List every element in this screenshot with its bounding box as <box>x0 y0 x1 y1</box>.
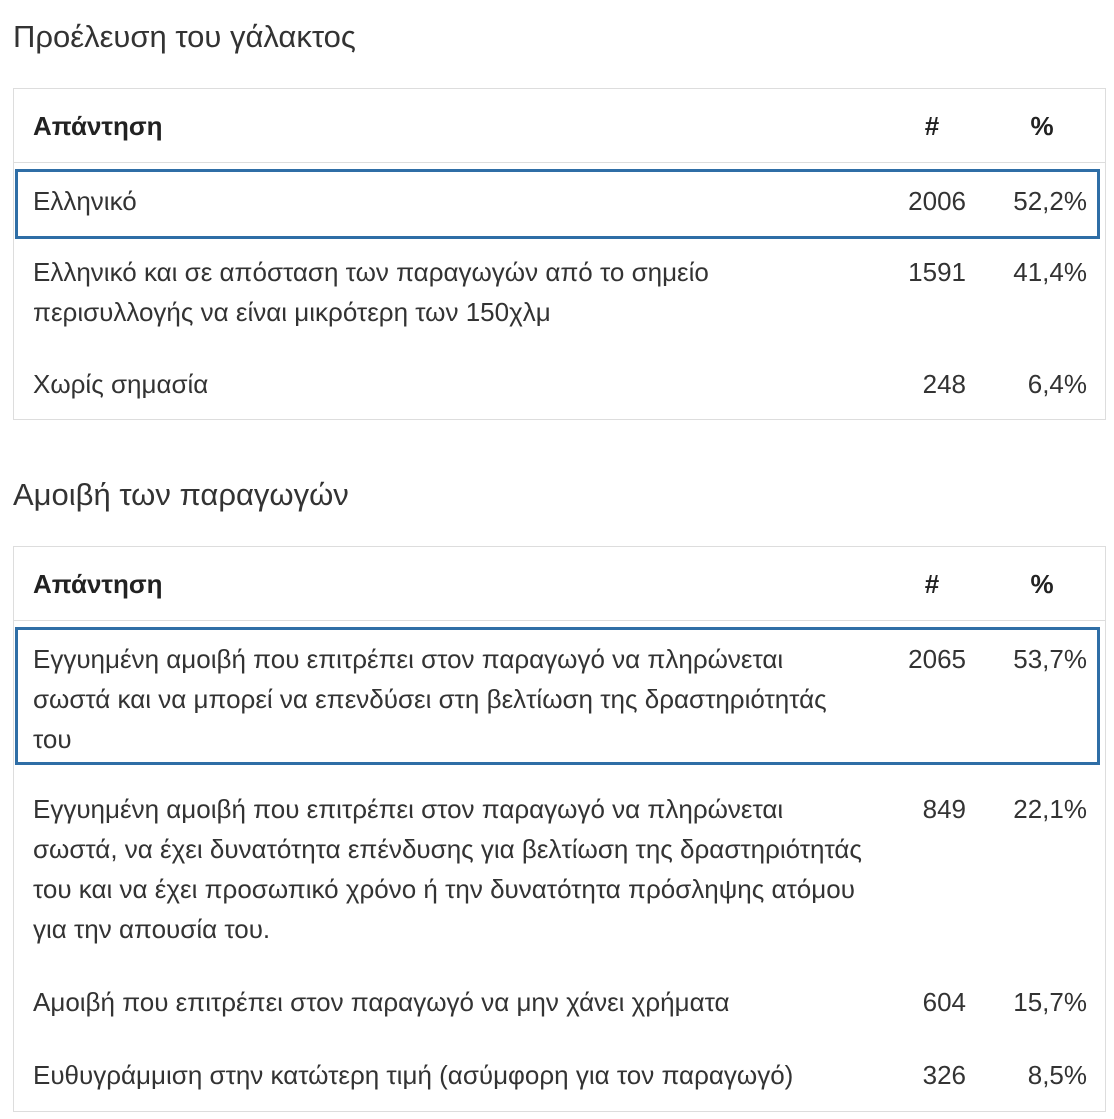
row-percent: 53,7% <box>1013 644 1087 674</box>
row-count: 1591 <box>908 257 966 287</box>
row-percent: 52,2% <box>1013 186 1087 216</box>
row-percent: 22,1% <box>1013 794 1087 824</box>
header-percent: % <box>1030 111 1054 141</box>
header-answer: Απάντηση <box>33 569 163 599</box>
table-header <box>14 106 1105 146</box>
results-table-milk-origin <box>13 88 1106 420</box>
row-answer: Εγγυημένη αμοιβή που επιτρέπει στον παραγωγό να πληρώνεται σωστά, να έχει δυνατότητα επένδυσης για βελτίωση της δραστηριότητάς του και να έχει προσωπικό χρόνο ή την δυνατότητα πρόσληψης ατόμου για την απουσία του. <box>33 794 862 944</box>
section-title-milk-origin: Προέλευση του γάλακτος <box>13 19 356 54</box>
table-row <box>14 982 1105 1022</box>
row-answer: Ελληνικό και σε απόσταση των παραγωγών από το σημείο περισυλλογής να είναι μικρότερη των 150χλμ <box>33 257 709 327</box>
row-count: 2065 <box>908 644 966 674</box>
table-header <box>14 564 1105 604</box>
row-count: 248 <box>922 369 966 399</box>
row-answer: Ελληνικό <box>33 186 137 216</box>
header-count: # <box>924 569 940 599</box>
header-answer: Απάντηση <box>33 111 163 141</box>
row-percent: 41,4% <box>1013 257 1087 287</box>
row-percent: 8,5% <box>1027 1060 1087 1090</box>
header-divider <box>14 620 1105 621</box>
row-percent: 15,7% <box>1013 987 1087 1017</box>
row-answer: Αμοιβή που επιτρέπει στον παραγωγό να μην χάνει χρήματα <box>33 987 730 1017</box>
table-row <box>14 252 1105 332</box>
row-answer: Ευθυγράμμιση στην κατώτερη τιμή (ασύμφορη για τον παραγωγό) <box>33 1060 794 1090</box>
table-row <box>14 364 1105 404</box>
table-row <box>14 181 1105 221</box>
row-count: 326 <box>922 1060 966 1090</box>
table-row <box>14 1055 1105 1095</box>
row-percent: 6,4% <box>1027 369 1087 399</box>
header-count: # <box>924 111 940 141</box>
row-answer: Εγγυημένη αμοιβή που επιτρέπει στον παραγωγό να πληρώνεται σωστά και να μπορεί να επενδύσει στη βελτίωση της δραστηριότητάς του <box>33 644 827 754</box>
table-row <box>14 639 1105 759</box>
table-row <box>14 789 1105 949</box>
header-percent: % <box>1030 569 1054 599</box>
section-title-producer-pay: Αμοιβή των παραγωγών <box>13 477 349 512</box>
row-count: 849 <box>922 794 966 824</box>
header-divider <box>14 162 1105 163</box>
results-table-producer-pay <box>13 546 1106 1112</box>
row-count: 2006 <box>908 186 966 216</box>
row-count: 604 <box>922 987 966 1017</box>
row-answer: Χωρίς σημασία <box>33 369 209 399</box>
